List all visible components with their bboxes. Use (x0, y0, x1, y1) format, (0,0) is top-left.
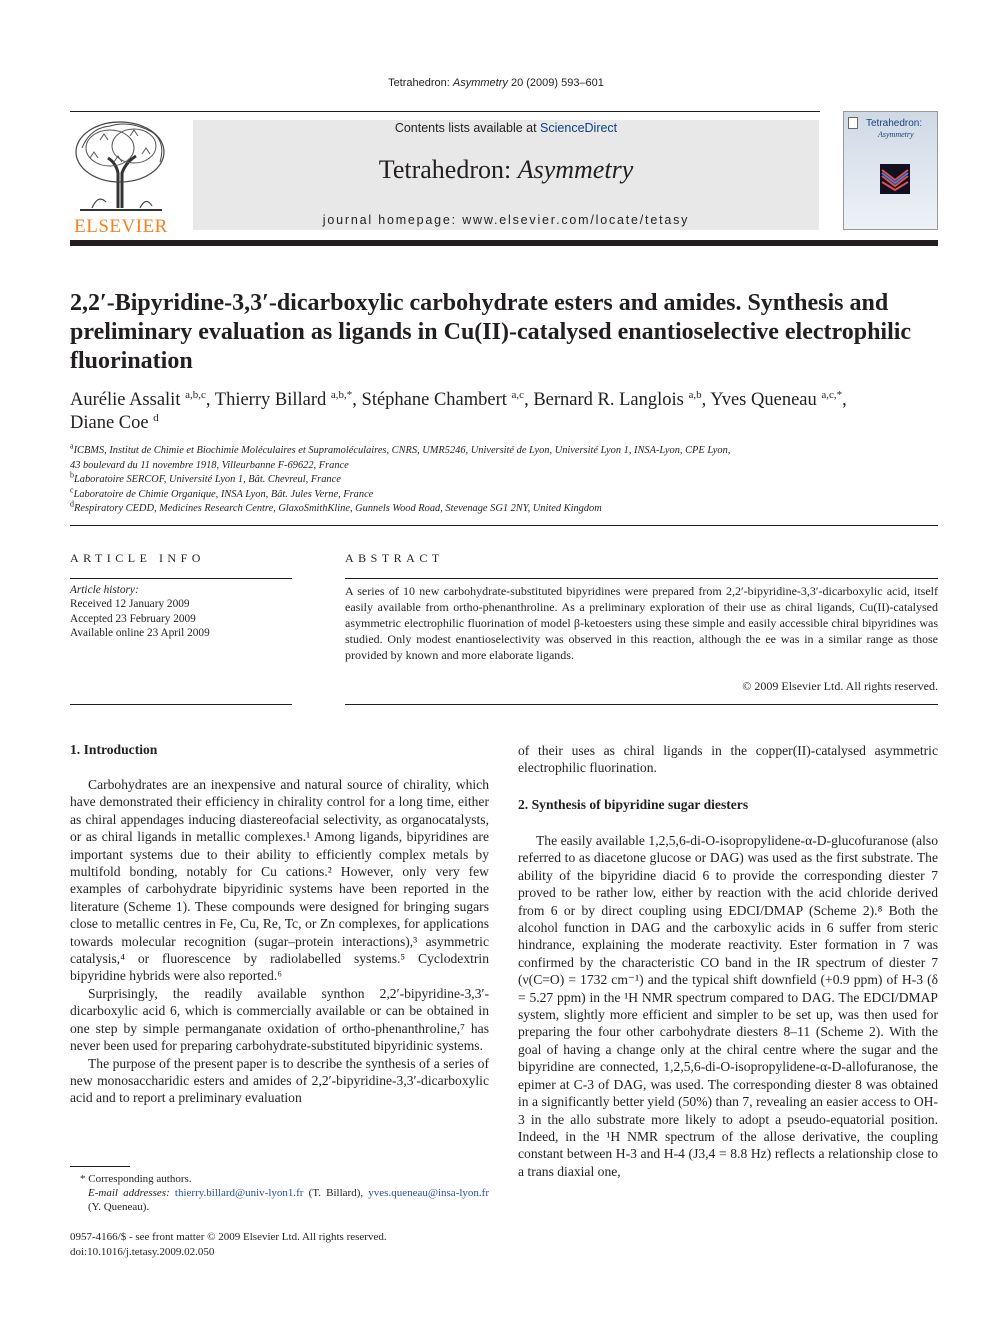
author: Yves Queneau $^{a,c,*}$, (710, 388, 847, 410)
journal-cover (843, 111, 938, 230)
footnote-rule (70, 1166, 130, 1167)
received-date: Received 12 January 2009 (70, 598, 190, 611)
affiliation-rule (70, 525, 938, 526)
paragraph: The easily available 1,2,5,6-di-O-isopropylidene-α-D-glucofuranose (also referred to as diacetone glucose or DAG) was used as the first substrate. The ability of the bipyridine diacid 6 to provide the corresponding diester 7 proved to be rather low, either by reaction with the acid chloride derived from 6 or by direct coupling using EDCI/DMAP (Scheme 2).⁸ Both the alcohol function in DAG and the carboxylic acids in 6 suffer from steric hindrance, explaining the moderate reactivity. Ester formation in 7 was confirmed by the characteristic CO band in the IR spectrum of diester 7 (ν(C=O) = 1732 cm⁻¹) and the typical shift downfield (+0.9 ppm) of H-3 (δ = 5.27 ppm) in the ¹H NMR spectrum compared to DAG. The EDCI/DMAP system, slightly more efficient and simpler to be set up, was then used for preparing the four other carbohydrate diesters 8–11 (Scheme 2). With the goal of having a change only at the chiral centre where the sugar and the bipyridine are connected, 1,2,5,6-di-O-isopropylidene-α-D-allofuranose, the epimer at C-3 of DAG, was used. The corresponding diester 8 was obtained in a significantly better yield (50%) than 7, revealing an easier access to OH-3 in the allo substrate more likely to adopt a pseudo-equatorial position. Indeed, in the ¹H NMR spectrum of the allose derivative, the coupling constant between H-3 and H-4 (J3,4 = 8.8 Hz) reflects a relationship close to a trans diaxial one, (518, 833, 938, 1179)
author: Diane Coe $^d$ (70, 411, 159, 433)
paragraph: of their uses as chiral ligands in the copper(II)-catalysed asymmetric electrophilic fluorination. (518, 743, 938, 776)
footnotes (70, 1172, 489, 1215)
abstract-heading: ABSTRACT (345, 551, 444, 565)
elsevier-tree-icon (70, 118, 172, 214)
article-history (70, 583, 292, 641)
left-column (70, 776, 489, 1107)
paragraph: Carbohydrates are an inexpensive and natural source of chirality, which have demonstrated their efficiency in chirality control for a long time, either as chiral appendages inducing diastereofacial selectivity, as organocatalysts, or as chiral ligands in metallic complexes.¹ Among ligands, bipyridines are important systems due to their ability to efficiently complex metals by multifold bonding, notably for Cu cations.² However, only very few examples of carbohydrate bipyridinic systems have been reported in the literature (Scheme 1). These compounds were designed for bringing sugars close to metallic centres in Fe, Cu, Re, Tc, or Zn complexes, for applications towards molecular recognition (sugar–protein interactions),³ asymmetric catalysis,⁴ or fluorescence by radiolabelled systems.⁵ Cyclodextrin bipyridine hybrids were also reported.⁶ (70, 777, 489, 984)
affiliation: $^c$Laboratoire de Chimie Organique, INSA Lyon, Bât. Jules Verne, France (70, 485, 374, 500)
email-link[interactable]: thierry.billard@univ-lyon1.fr (174, 1187, 304, 1200)
abstract-text: A series of 10 new carbohydrate-substituted bipyridines were prepared from 2,2′-bipyridine-3,3′-dicarboxylic acid, itself easily available from ortho-phenanthroline. As a preliminary exploration of their use as chiral ligands, Cu(II)-catalysed asymmetric electrophilic fluorination of model β-ketoesters using these simple and easily accessible chiral bipyridines was studied. Only modest enantioselectivity was observed in this reaction, although the ee was in a similar range as those provided by known and more elaborate ligands. (345, 584, 938, 663)
history-label: Article history: (70, 584, 139, 596)
email-note: E-mail addresses: thierry.billard@univ-lyon1.fr (T. Billard), yves.queneau@insa-lyon.fr (Y. Queneau). (88, 1187, 489, 1214)
author: Stéphane Chambert $^{a,c}$, (361, 388, 534, 410)
cover-graphic-icon (880, 164, 910, 194)
header-top-rule (70, 111, 820, 112)
contents-line: Contents lists available at ScienceDirect (394, 121, 618, 135)
affiliation: 43 boulevard du 11 novembre 1918, Villeurbanne F-69622, France (70, 459, 349, 471)
abstract-copyright: © 2009 Elsevier Ltd. All rights reserved. (742, 679, 938, 693)
article-title: 2,2′-Bipyridine-3,3′-dicarboxylic carbohydrate esters and amides. Synthesis and preliminary evaluation as ligands in Cu(II)-catalysed enantioselective electrophilic fluorination (70, 290, 912, 374)
journal-homepage[interactable]: journal homepage: www.elsevier.com/locate/tetasy (322, 213, 690, 227)
online-date: Available online 23 April 2009 (70, 627, 210, 640)
doi-line[interactable]: doi:10.1016/j.tetasy.2009.02.050 (70, 1246, 215, 1258)
sciencedirect-link[interactable]: ScienceDirect (540, 121, 618, 135)
right-column (518, 832, 938, 1180)
article-info-bottom-rule (70, 704, 292, 705)
section-2-heading: 2. Synthesis of bipyridine sugar diesters (518, 797, 749, 812)
paragraph: Surprisingly, the readily available synthon 2,2′-bipyridine-3,3′-dicarboxylic acid 6, which is commercially available or can be obtained in one step by simple permanganate oxidation of ortho-phenanthroline,⁷ has never been used for preparing carbohydrate-substituted bipyridinic systems. (70, 985, 489, 1054)
abstract-bottom-rule (345, 704, 938, 705)
author: Thierry Billard $^{a,b,*}$, (214, 388, 362, 410)
affiliation: $^b$Laboratoire SERCOF, Université Lyon 1, Bât. Chevreul, France (70, 470, 341, 486)
elsevier-logo (70, 118, 172, 237)
affiliations (70, 441, 938, 517)
right-column-top (518, 742, 938, 777)
article-info-heading: ARTICLE INFO (70, 551, 205, 565)
cover-title: Tetrahedron: (866, 118, 923, 129)
cover-logo-icon (848, 117, 858, 129)
accepted-date: Accepted 23 February 2009 (70, 612, 196, 625)
journal-citation: Tetrahedron: Asymmetry 20 (2009) 593–601 (388, 77, 604, 89)
author: Bernard R. Langlois $^{a,b}$, (533, 388, 711, 410)
abstract-rule (345, 578, 938, 579)
author-list (70, 389, 938, 435)
header-bottom-rule (70, 240, 938, 246)
issn-line: 0957-4166/$ - see front matter © 2009 Elsevier Ltd. All rights reserved. (70, 1231, 387, 1243)
email-link[interactable]: yves.queneau@insa-lyon.fr (368, 1187, 489, 1200)
author: Aurélie Assalit $^{a,b,c}$, (70, 388, 215, 410)
paragraph: The purpose of the present paper is to describe the synthesis of a series of new monosaccharidic esters and amides of 2,2′-bipyridine-3,3′-dicarboxylic acid and to report a preliminary evaluation (70, 1055, 489, 1106)
section-1-heading: 1. Introduction (70, 742, 158, 757)
affiliation: $^a$ICBMS, Institut de Chimie et Biochimie Moléculaires et Supramoléculaires, CNRS, UMR5246, Université de Lyon, Université Lyon 1, INSA-Lyon, CPE Lyon, (70, 441, 731, 456)
article-info-rule (70, 578, 292, 579)
corresponding-note: * Corresponding authors. (80, 1173, 192, 1185)
cover-subtitle: Asymmetry (878, 130, 914, 139)
journal-title: Tetrahedron: Asymmetry (378, 155, 634, 184)
elsevier-wordmark: ELSEVIER (74, 216, 168, 237)
affiliation: $^d$Respiratory CEDD, Medicines Research Centre, GlaxoSmithKline, Gunnels Wood Road, Stevenage SG1 2NY, United Kingdom (70, 499, 602, 515)
